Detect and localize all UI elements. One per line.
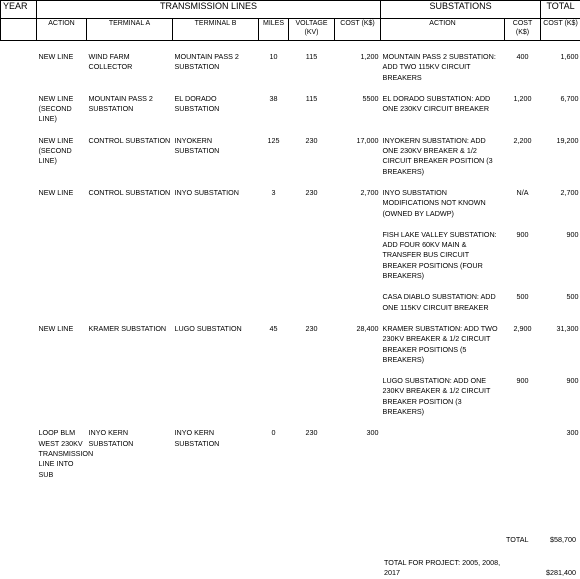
miles-header: MILES	[259, 19, 289, 41]
sub-cost-cell: 500	[505, 281, 541, 313]
miles-cell: 125	[259, 125, 289, 177]
terminal-a-cell	[87, 219, 173, 281]
cost-cell	[335, 365, 381, 417]
action-cell: NEW LINE	[37, 313, 87, 365]
miles-cell: 38	[259, 83, 289, 125]
sub-cost-cell: N/A	[505, 177, 541, 219]
sub-cost-cell: 900	[505, 365, 541, 417]
sub-cost-cell: 400	[505, 41, 541, 83]
terminal-b-cell: EL DORADO SUBSTATION	[173, 83, 259, 125]
year-cell	[1, 365, 37, 417]
year-cell	[1, 313, 37, 365]
cost-cell	[335, 219, 381, 281]
year-cell	[1, 125, 37, 177]
terminal-b-cell: INYO KERN SUBSTATION	[173, 417, 259, 479]
terminal-b-cell: INYOKERN SUBSTATION	[173, 125, 259, 177]
action-cell	[37, 219, 87, 281]
total-header: TOTAL	[541, 1, 580, 19]
table-row	[1, 417, 580, 479]
sub-action-cell	[381, 417, 505, 479]
row-total-cell: 900	[541, 219, 580, 281]
action-cell: NEW LINE (SECOND LINE)	[37, 83, 87, 125]
miles-cell	[259, 365, 289, 417]
total-label: TOTAL	[506, 535, 529, 545]
project-total-value: $281,400	[530, 568, 576, 578]
sub-cost-cell: 900	[505, 219, 541, 281]
voltage-cell: 115	[289, 41, 335, 83]
sub-action-cell: FISH LAKE VALLEY SUBSTATION: ADD FOUR 60KV MAIN & TRANSFER BUS CIRCUIT BREAKER POSITIONS (FOUR BREAKERS)	[381, 219, 505, 281]
table-row	[1, 125, 580, 177]
sub-action-cell: INYO SUBSTATION MODIFICATIONS NOT KNOWN (OWNED BY LADWP)	[381, 177, 505, 219]
sub-cost-cell: 1,200	[505, 83, 541, 125]
action-cell	[37, 365, 87, 417]
sub-cost-cell: 2,900	[505, 313, 541, 365]
row-total-cell: 6,700	[541, 83, 580, 125]
cost-cell: 2,700	[335, 177, 381, 219]
terminal-a-cell	[87, 281, 173, 313]
sub-cost-header: COST (K$)	[505, 19, 541, 41]
sub-action-header: ACTION	[381, 19, 505, 41]
cost-cell: 17,000	[335, 125, 381, 177]
row-total-cell: 2,700	[541, 177, 580, 219]
year-cell	[1, 281, 37, 313]
cost-cell: 5500	[335, 83, 381, 125]
terminal-a-cell: KRAMER SUBSTATION	[87, 313, 173, 365]
cost-cell: 28,400	[335, 313, 381, 365]
action-cell: NEW LINE	[37, 177, 87, 219]
project-total-label: TOTAL FOR PROJECT: 2005, 2008, 2017	[384, 558, 504, 579]
header-row-1	[1, 1, 580, 19]
year-cell	[1, 417, 37, 479]
table-row	[1, 313, 580, 365]
header-row-2	[1, 19, 580, 41]
sub-action-cell: INYOKERN SUBSTATION: ADD ONE 230KV BREAKER & 1/2 CIRCUIT BREAKER POSITION (3 BREAKERS)	[381, 125, 505, 177]
voltage-cell: 230	[289, 177, 335, 219]
action-header: ACTION	[37, 19, 87, 41]
row-total-cell: 500	[541, 281, 580, 313]
substations-header: SUBSTATIONS	[381, 1, 541, 19]
cost-header: COST (K$)	[335, 19, 381, 41]
row-total-cell: 1,600	[541, 41, 580, 83]
sub-cost-cell: 2,200	[505, 125, 541, 177]
terminal-a-cell: MOUNTAIN PASS 2 SUBSTATION	[87, 83, 173, 125]
table-row	[1, 365, 580, 417]
sub-action-cell: LUGO SUBSTATION: ADD ONE 230KV BREAKER & 1/2 CIRCUIT BREAKER POSITION (3 BREAKERS)	[381, 365, 505, 417]
row-total-cell: 900	[541, 365, 580, 417]
terminal-b-cell	[173, 365, 259, 417]
terminal-b-cell	[173, 219, 259, 281]
sub-action-cell: CASA DIABLO SUBSTATION: ADD ONE 115KV CIRCUIT BREAKER	[381, 281, 505, 313]
terminal-a-cell: CONTROL SUBSTATION	[87, 125, 173, 177]
table-row	[1, 83, 580, 125]
sub-cost-cell	[505, 417, 541, 479]
terminal-a-cell: INYO KERN SUBSTATION	[87, 417, 173, 479]
miles-cell	[259, 219, 289, 281]
total-cost-header: COST (K$)	[541, 19, 580, 41]
table-row	[1, 219, 580, 281]
action-cell: NEW LINE (SECOND LINE)	[37, 125, 87, 177]
total-value: $58,700	[538, 535, 576, 545]
year-subheader	[1, 19, 37, 41]
table-row	[1, 177, 580, 219]
cost-cell: 300	[335, 417, 381, 479]
miles-cell: 45	[259, 313, 289, 365]
terminal-b-cell	[173, 281, 259, 313]
row-total-cell: 19,200	[541, 125, 580, 177]
year-cell	[1, 41, 37, 83]
row-total-cell: 300	[541, 417, 580, 479]
terminal-b-header: TERMINAL B	[173, 19, 259, 41]
action-cell	[37, 281, 87, 313]
cost-cell	[335, 281, 381, 313]
voltage-cell	[289, 365, 335, 417]
terminal-a-cell: CONTROL SUBSTATION	[87, 177, 173, 219]
terminal-b-cell: MOUNTAIN PASS 2 SUBSTATION	[173, 41, 259, 83]
voltage-cell: 230	[289, 125, 335, 177]
voltage-cell: 115	[289, 83, 335, 125]
voltage-cell	[289, 219, 335, 281]
terminal-b-cell: LUGO SUBSTATION	[173, 313, 259, 365]
sub-action-cell: KRAMER SUBSTATION: ADD TWO 230KV BREAKER & 1/2 CIRCUIT BREAKER POSITIONS (5 BREAKERS)	[381, 313, 505, 365]
miles-cell: 0	[259, 417, 289, 479]
cost-cell: 1,200	[335, 41, 381, 83]
terminal-a-cell: WIND FARM COLLECTOR	[87, 41, 173, 83]
miles-cell: 10	[259, 41, 289, 83]
year-header: YEAR	[1, 1, 37, 19]
terminal-a-header: TERMINAL A	[87, 19, 173, 41]
voltage-cell	[289, 281, 335, 313]
row-total-cell: 31,300	[541, 313, 580, 365]
sub-action-cell: EL DORADO SUBSTATION: ADD ONE 230KV CIRCUIT BREAKER	[381, 83, 505, 125]
transmission-lines-header: TRANSMISSION LINES	[37, 1, 381, 19]
voltage-header: VOLTAGE (KV)	[289, 19, 335, 41]
sub-action-cell: MOUNTAIN PASS 2 SUBSTATION: ADD TWO 115KV CIRCUIT BREAKERS	[381, 41, 505, 83]
voltage-cell: 230	[289, 417, 335, 479]
terminal-b-cell: INYO SUBSTATION	[173, 177, 259, 219]
terminal-a-cell	[87, 365, 173, 417]
action-cell: LOOP BLM WEST 230KV TRANSMISSION LINE INTO SUB	[37, 417, 87, 479]
table-row	[1, 41, 580, 83]
action-cell: NEW LINE	[37, 41, 87, 83]
year-cell	[1, 177, 37, 219]
miles-cell	[259, 281, 289, 313]
voltage-cell: 230	[289, 313, 335, 365]
miles-cell: 3	[259, 177, 289, 219]
year-cell	[1, 83, 37, 125]
year-cell	[1, 219, 37, 281]
table-row	[1, 281, 580, 313]
